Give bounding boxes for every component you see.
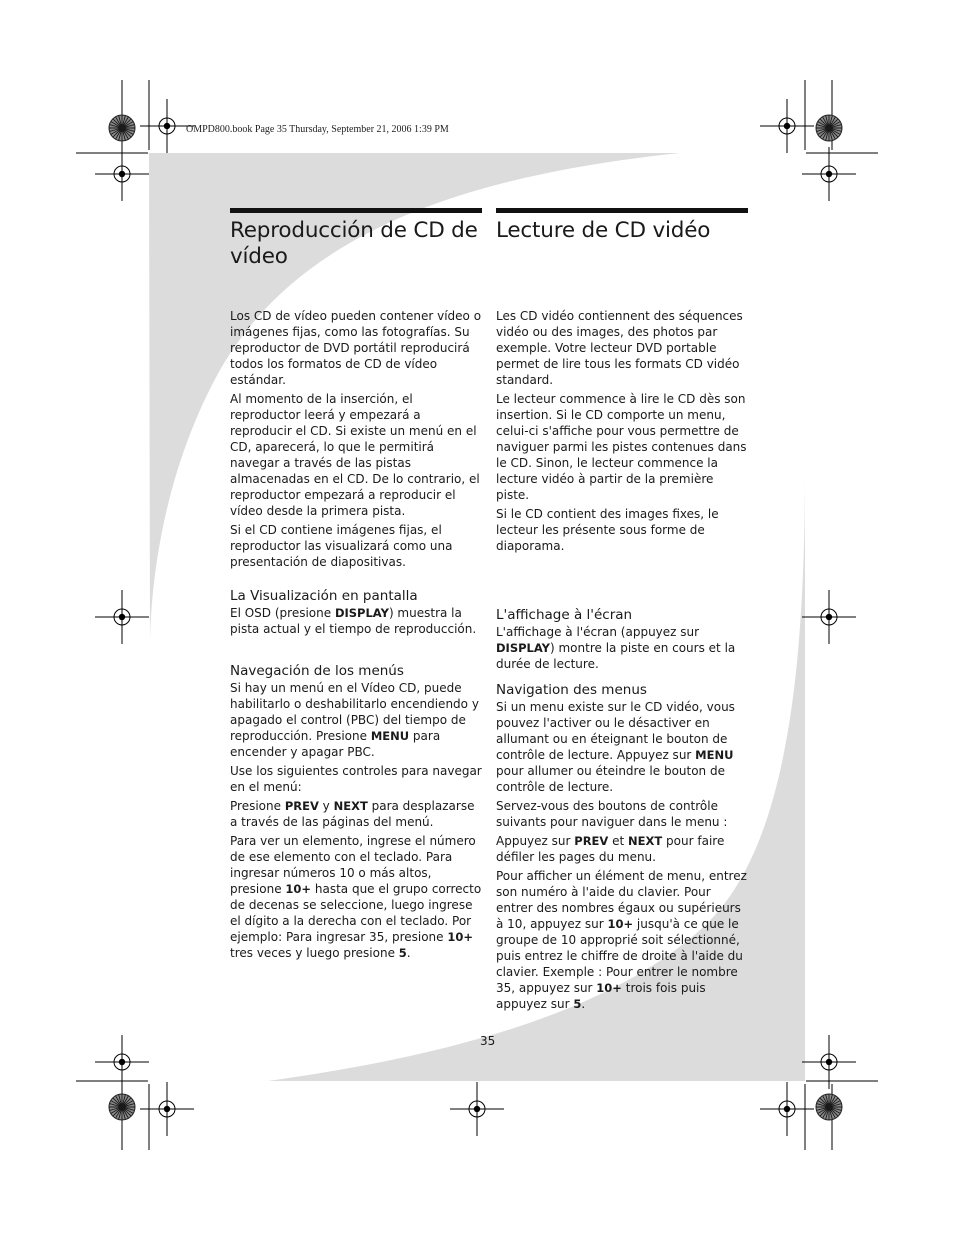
paragraph: Les CD vidéo contiennent des séquences vidéo ou des images, des photos par exemple. Votre lecteur DVD portable permet de lire tous les formats CD vidéo standard.	[496, 309, 743, 387]
registration-mark	[760, 99, 814, 153]
heading-rule	[230, 208, 482, 213]
key-label: NEXT	[628, 834, 663, 848]
key-label: 10+	[447, 930, 473, 944]
menu-navigation-section	[496, 682, 748, 1012]
paragraph: L'affichage à l'écran (appuyez sur DISPLAY) montre la piste en cours et la durée de lecture.	[496, 625, 736, 671]
intro-text	[230, 308, 482, 570]
key-label: 10+	[607, 917, 634, 931]
osd-section	[496, 607, 748, 672]
starburst-mark	[109, 115, 135, 141]
heading-rule	[496, 208, 748, 213]
menu-navigation-section	[230, 663, 482, 961]
key-label: 10+	[596, 981, 622, 995]
section-title: Lecture de CD vidéo	[496, 218, 711, 243]
registration-mark	[760, 1082, 814, 1136]
paragraph: Use los siguientes controles para navegar en el menú:	[230, 764, 482, 794]
subsection-heading: La Visualización en pantalla	[230, 588, 418, 604]
key-label: MENU	[370, 729, 410, 743]
key-label: DISPLAY	[496, 641, 550, 655]
key-label: PREV	[574, 834, 609, 848]
paragraph: Si le CD contient des images fixes, le lecteur les présente sous forme de diaporama.	[496, 507, 719, 553]
key-label: PREV	[284, 799, 319, 813]
paragraph: Appuyez sur PREV et NEXT pour faire défiler les pages du menu.	[496, 834, 725, 864]
registration-mark	[95, 590, 149, 644]
registration-mark	[802, 147, 856, 201]
subsection-heading: Navigation des menus	[496, 682, 647, 698]
subsection-heading: L'affichage à l'écran	[496, 607, 633, 623]
starburst-mark	[109, 1094, 135, 1120]
paragraph: Presione PREV y NEXT para desplazarse a través de las páginas del menú.	[230, 799, 475, 829]
registration-mark	[450, 1082, 504, 1136]
section-title: Reproducción de CD de vídeo	[230, 218, 478, 269]
paragraph: Para ver un elemento, ingrese el número de ese elemento con el teclado. Para ingresar números 10 o más altos, presione 10+ hasta que el grupo correcto de decenas se seleccione, luego ingrese el dígito a la derecha con el teclado. Por ejemplo: Para ingresar 35, presione 10+ tres veces y luego presione 5.	[230, 834, 482, 960]
header-slug: OMPD800.book Page 35 Thursday, September 21, 2006 1:39 PM	[186, 124, 449, 135]
page-number: 35	[480, 1034, 496, 1048]
spanish-column	[230, 208, 482, 964]
paragraph: El OSD (presione DISPLAY) muestra la pista actual y el tiempo de reproducción.	[230, 606, 477, 636]
registration-mark	[802, 590, 856, 644]
osd-section	[230, 588, 482, 637]
french-column	[496, 208, 748, 1015]
starburst-mark	[816, 115, 842, 141]
paragraph: Si el CD contiene imágenes fijas, el reproductor las visualizará como una presentación de diapositivas.	[230, 523, 453, 569]
paragraph: Le lecteur commence à lire le CD dès son insertion. Si le CD comporte un menu, celui-ci s'affiche pour vous permettre de naviguer parmi les pistes contenues dans le CD. Sinon, le lecteur commence la lecture vidéo à partir de la première piste.	[496, 392, 747, 502]
subsection-heading: Navegación de los menús	[230, 663, 404, 679]
paragraph: Servez-vous des boutons de contrôle suivants pour naviguer dans le menu :	[496, 799, 728, 829]
intro-text	[496, 308, 748, 554]
registration-mark	[95, 147, 149, 201]
key-label: 5	[398, 946, 407, 960]
key-label: MENU	[695, 748, 734, 762]
key-label: 10+	[285, 882, 312, 896]
paragraph: Al momento de la inserción, el reproductor leerá y empezará a reproducir el CD. Si existe un menú en el CD, aparecerá, lo que le permitirá navegar a través de las pistas almacenadas en el CD. De lo contrario, el reproductor empezará a reproducir el vídeo desde la primera pista.	[230, 392, 480, 518]
key-label: DISPLAY	[334, 606, 389, 620]
registration-mark	[140, 1082, 194, 1136]
starburst-mark	[816, 1094, 842, 1120]
paragraph: Si un menu existe sur le CD vidéo, vous pouvez l'activer ou le désactiver en allumant ou en éteignant le bouton de contrôle de lecture. Appuyez sur MENU pour allumer ou éteindre le bouton de contrôle de lecture.	[496, 700, 735, 794]
key-label: 5	[573, 997, 582, 1011]
paragraph: Los CD de vídeo pueden contener vídeo o imágenes fijas, como las fotografías. Su reproductor de DVD portátil reproducirá todos los formatos de CD de vídeo estándar.	[230, 309, 482, 387]
key-label: NEXT	[333, 799, 368, 813]
paragraph: Si hay un menú en el Vídeo CD, puede habilitarlo o deshabilitarlo encendiendo y apagado el control (PBC) del tiempo de reproducción. Presione MENU para encender y apagar PBC.	[230, 681, 479, 759]
paragraph: Pour afficher un élément de menu, entrez son numéro à l'aide du clavier. Pour entrer des nombres égaux ou supérieurs à 10, appuyez sur 10+ jusqu'à ce que le groupe de 10 approprié soit sélectionné, puis entrez le chiffre de droite à l'aide du clavier. Exemple : Pour entrer le nombre 35, appuyez sur 10+ trois fois puis appuyez sur 5.	[496, 869, 747, 1011]
